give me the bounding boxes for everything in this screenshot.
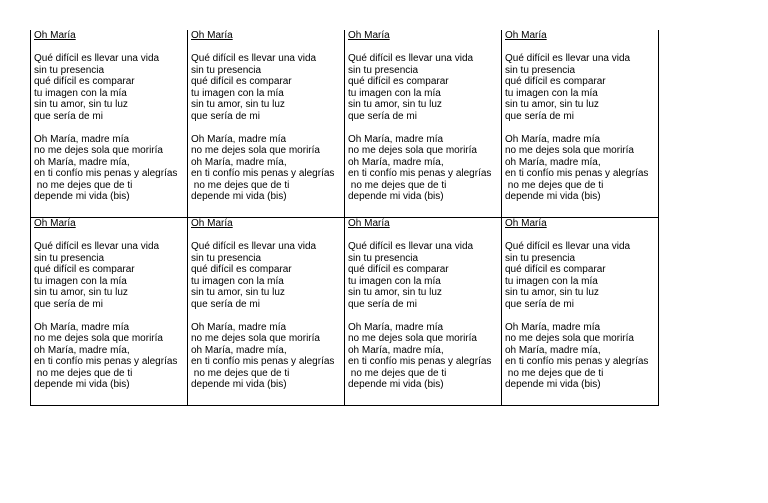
card-title: Oh María <box>505 30 547 41</box>
lyric-card <box>188 218 345 406</box>
lyric-card <box>31 218 188 406</box>
lyric-line: oh María, madre mía, <box>348 156 444 168</box>
lyric-line: Oh María, madre mía <box>505 321 601 333</box>
lyric-line: qué difícil es comparar <box>34 76 135 87</box>
lyric-line: no me dejes que de ti <box>191 367 290 379</box>
lyric-line: sin tu presencia <box>191 64 262 76</box>
lyric-line: sin tu amor, sin tu luz <box>505 99 599 110</box>
verse-stanza <box>348 53 498 122</box>
lyric-line: no me dejes sola que moriría <box>505 145 634 156</box>
lyric-line: no me dejes sola que moriría <box>348 333 477 344</box>
lyric-line: no me dejes que de ti <box>348 367 447 379</box>
verse-stanza <box>34 241 184 310</box>
lyric-line: Qué difícil es llevar una vida <box>505 241 631 252</box>
lyric-line: sin tu presencia <box>34 64 105 76</box>
lyric-line: sin tu amor, sin tu luz <box>191 287 285 298</box>
lyric-line: no me dejes que de ti <box>34 179 133 191</box>
lyric-line: tu imagen con la mía <box>191 87 284 99</box>
lyric-line: depende mi vida (bis) <box>505 379 601 390</box>
lyric-line: tu imagen con la mía <box>191 275 284 287</box>
lyric-line: sin tu amor, sin tu luz <box>34 287 128 298</box>
chorus-stanza <box>34 322 184 391</box>
lyric-line: que sería de mi <box>348 110 417 122</box>
lyric-line: Qué difícil es llevar una vida <box>348 241 474 252</box>
lyric-line: no me dejes que de ti <box>191 179 290 191</box>
lyric-line: qué difícil es comparar <box>348 264 449 275</box>
chorus-stanza <box>34 134 184 203</box>
lyric-line: Qué difícil es llevar una vida <box>191 53 317 64</box>
lyric-card <box>502 218 659 406</box>
verse-stanza <box>505 53 655 122</box>
lyrics-card-sheet <box>30 30 659 406</box>
lyric-card <box>345 218 502 406</box>
lyric-line: tu imagen con la mía <box>348 275 441 287</box>
lyric-line: Oh María, madre mía <box>34 321 130 333</box>
card-title: Oh María <box>348 30 390 41</box>
lyric-line: oh María, madre mía, <box>34 344 130 356</box>
lyric-line: depende mi vida (bis) <box>34 379 130 390</box>
chorus-stanza <box>348 322 498 391</box>
card-title: Oh María <box>34 30 76 41</box>
lyric-line: tu imagen con la mía <box>34 87 127 99</box>
lyric-line: oh María, madre mía, <box>505 156 601 168</box>
lyric-line: oh María, madre mía, <box>505 344 601 356</box>
card-row <box>31 30 659 218</box>
lyric-line: que sería de mi <box>505 110 574 122</box>
lyric-line: Oh María, madre mía <box>34 133 130 145</box>
lyric-line: sin tu amor, sin tu luz <box>505 287 599 298</box>
lyric-line: sin tu amor, sin tu luz <box>348 287 442 298</box>
lyric-line: sin tu presencia <box>505 252 576 264</box>
lyric-line: no me dejes sola que moriría <box>34 145 163 156</box>
lyric-line: Oh María, madre mía <box>505 133 601 145</box>
chorus-stanza <box>348 134 498 203</box>
lyric-line: tu imagen con la mía <box>505 87 598 99</box>
lyric-line: Oh María, madre mía <box>348 321 444 333</box>
lyric-line: oh María, madre mía, <box>191 344 287 356</box>
lyric-line: sin tu presencia <box>348 252 419 264</box>
lyric-line: Oh María, madre mía <box>191 133 287 145</box>
lyric-line: en ti confío mis penas y alegrías <box>348 168 492 179</box>
lyric-line: en ti confío mis penas y alegrías <box>348 356 492 367</box>
lyric-line: qué difícil es comparar <box>191 264 292 275</box>
lyric-line: no me dejes que de ti <box>348 179 447 191</box>
lyric-line: que sería de mi <box>505 298 574 310</box>
lyric-line: depende mi vida (bis) <box>505 191 601 202</box>
chorus-stanza <box>191 134 341 203</box>
lyric-line: sin tu amor, sin tu luz <box>191 99 285 110</box>
lyric-card <box>502 30 659 218</box>
lyric-line: depende mi vida (bis) <box>348 379 444 390</box>
chorus-stanza <box>505 322 655 391</box>
chorus-stanza <box>505 134 655 203</box>
lyric-line: oh María, madre mía, <box>191 156 287 168</box>
lyric-line: Oh María, madre mía <box>191 321 287 333</box>
verse-stanza <box>191 241 341 310</box>
verse-stanza <box>191 53 341 122</box>
lyric-line: qué difícil es comparar <box>348 76 449 87</box>
lyric-line: Oh María, madre mía <box>348 133 444 145</box>
lyric-line: en ti confío mis penas y alegrías <box>191 356 335 367</box>
lyric-line: que sería de mi <box>191 110 260 122</box>
lyric-line: tu imagen con la mía <box>505 275 598 287</box>
lyric-line: sin tu presencia <box>34 252 105 264</box>
lyric-line: sin tu presencia <box>505 64 576 76</box>
lyric-line: que sería de mi <box>348 298 417 310</box>
lyric-line: no me dejes que de ti <box>505 367 604 379</box>
card-title: Oh María <box>348 218 390 229</box>
lyric-line: que sería de mi <box>34 110 103 122</box>
card-title: Oh María <box>191 30 233 41</box>
lyric-card <box>345 30 502 218</box>
lyric-line: que sería de mi <box>191 298 260 310</box>
lyric-line: depende mi vida (bis) <box>191 379 287 390</box>
lyric-line: sin tu presencia <box>191 252 262 264</box>
verse-stanza <box>34 53 184 122</box>
lyric-line: sin tu amor, sin tu luz <box>348 99 442 110</box>
card-row <box>31 218 659 406</box>
lyric-line: qué difícil es comparar <box>505 76 606 87</box>
lyric-line: tu imagen con la mía <box>348 87 441 99</box>
lyric-line: oh María, madre mía, <box>348 344 444 356</box>
lyric-line: qué difícil es comparar <box>191 76 292 87</box>
chorus-stanza <box>191 322 341 391</box>
lyric-line: en ti confío mis penas y alegrías <box>505 356 649 367</box>
lyric-line: en ti confío mis penas y alegrías <box>191 168 335 179</box>
lyric-line: no me dejes sola que moriría <box>348 145 477 156</box>
lyric-line: depende mi vida (bis) <box>34 191 130 202</box>
lyric-line: en ti confío mis penas y alegrías <box>34 168 178 179</box>
verse-stanza <box>505 241 655 310</box>
lyric-line: Qué difícil es llevar una vida <box>348 53 474 64</box>
lyric-line: no me dejes sola que moriría <box>191 333 320 344</box>
lyric-card <box>31 30 188 218</box>
lyric-line: no me dejes sola que moriría <box>34 333 163 344</box>
lyric-line: Qué difícil es llevar una vida <box>505 53 631 64</box>
lyric-line: Qué difícil es llevar una vida <box>34 241 160 252</box>
lyric-line: oh María, madre mía, <box>34 156 130 168</box>
lyric-line: qué difícil es comparar <box>505 264 606 275</box>
lyric-line: no me dejes que de ti <box>505 179 604 191</box>
lyric-line: depende mi vida (bis) <box>191 191 287 202</box>
lyric-line: depende mi vida (bis) <box>348 191 444 202</box>
lyric-line: sin tu presencia <box>348 64 419 76</box>
lyric-line: en ti confío mis penas y alegrías <box>34 356 178 367</box>
lyric-line: Qué difícil es llevar una vida <box>34 53 160 64</box>
verse-stanza <box>348 241 498 310</box>
lyric-line: sin tu amor, sin tu luz <box>34 99 128 110</box>
lyric-line: no me dejes que de ti <box>34 367 133 379</box>
lyric-card <box>188 30 345 218</box>
lyric-line: tu imagen con la mía <box>34 275 127 287</box>
card-title: Oh María <box>34 218 76 229</box>
lyric-line: no me dejes sola que moriría <box>505 333 634 344</box>
lyric-line: que sería de mi <box>34 298 103 310</box>
lyric-line: qué difícil es comparar <box>34 264 135 275</box>
lyric-line: no me dejes sola que moriría <box>191 145 320 156</box>
lyric-line: en ti confío mis penas y alegrías <box>505 168 649 179</box>
lyric-line: Qué difícil es llevar una vida <box>191 241 317 252</box>
card-title: Oh María <box>505 218 547 229</box>
card-title: Oh María <box>191 218 233 229</box>
